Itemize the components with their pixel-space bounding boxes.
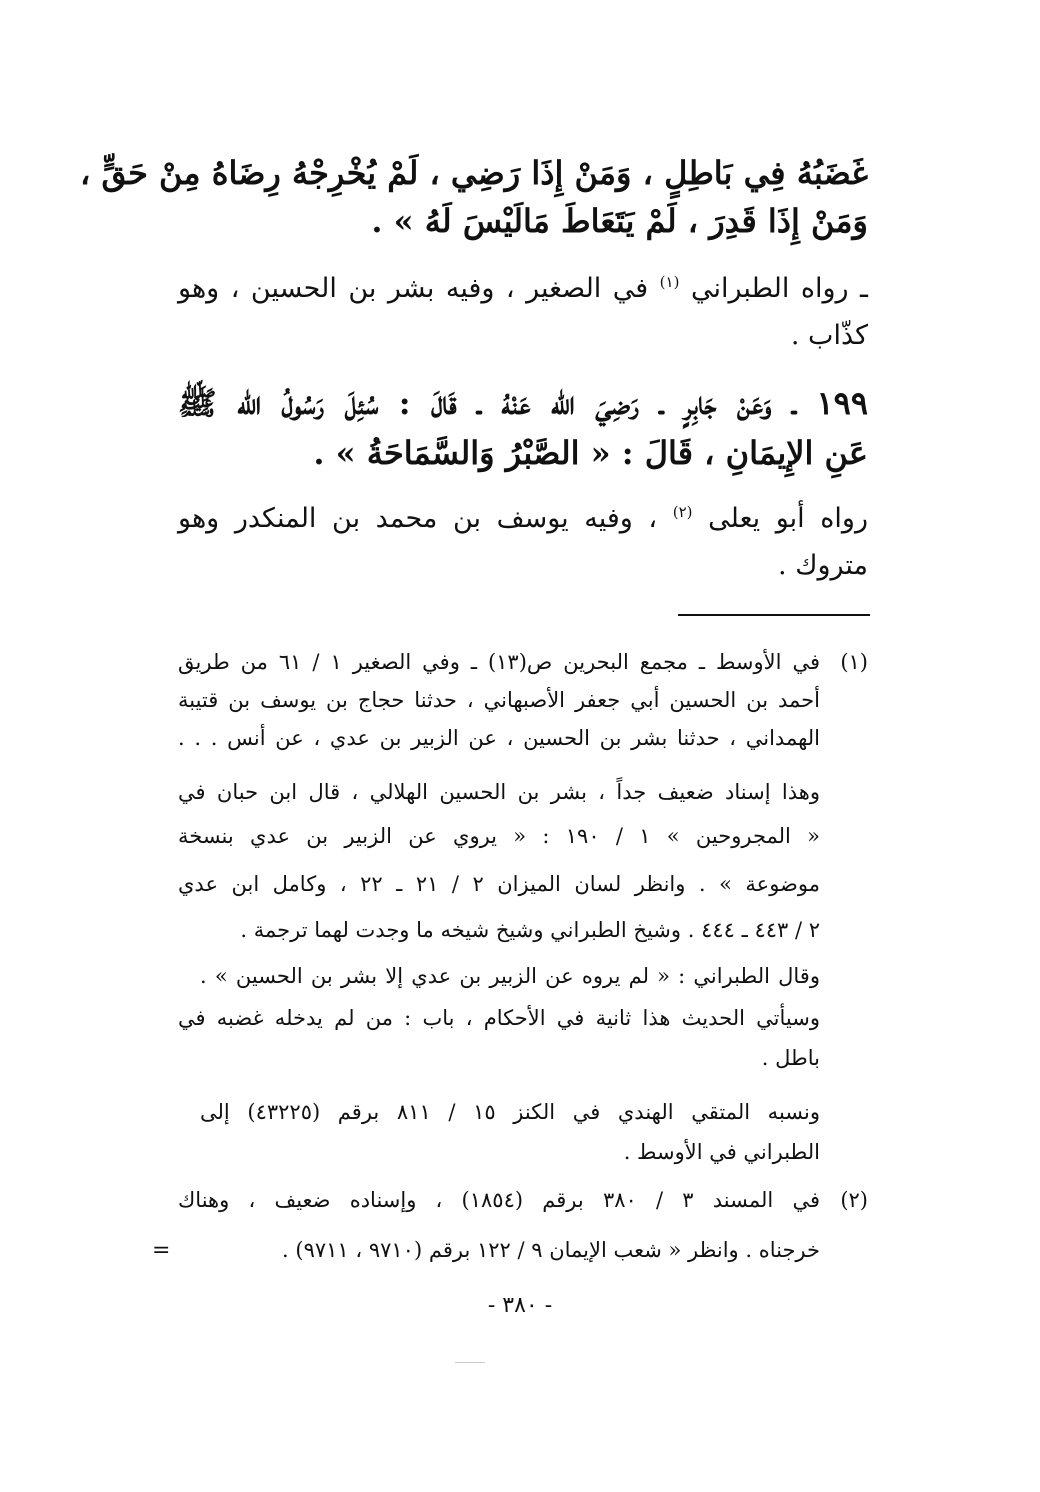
hadith-198-line-1: غَضَبُهُ فِي بَاطِلٍ ، وَمَنْ إِذَا رَضِي ، لَمْ يُخْرِجْهُ رِضَاهُ مِنْ حَقٍّ ، [79,154,868,192]
footnote-1-para2-line-1: وقال الطبراني : « لم يروه عن الزبير بن عدي إلا بشر بن الحسين » . [200,964,820,988]
footnote-1-number: (١) [840,650,868,674]
footnote-1-para3-line-2: الطبراني في الأوسط . [623,1140,820,1164]
footnote-1-line-3: الهمداني ، حدثنا بشر بن الحسين ، عن الزبير بن عدي ، عن أنس . . . [178,726,820,750]
hadith-198-line-2: وَمَنْ إِذَا قَدِرَ ، لَمْ يَتَعَاطَ مَالَيْسَ لَهُ » . [371,202,868,240]
continuation-mark: = [152,1238,171,1263]
footnote-divider [678,614,870,616]
footnote-1-line-2: أحمد بن الحسين أبي جعفر الأصبهاني ، حدثنا حجاج بن يوسف بن قتيبة [178,688,820,712]
hadith-199-line-1: ١٩٩ ـ وَعَنْ جَابِرٍ ـ رَضِيَ الله عَنْهُ ـ قَالَ : سُئِلَ رَسُولُ الله ﷺ [178,384,868,422]
footnote-1-line-5: « المجروحين » ١ / ١٩٠ : « يروي عن الزبير بن عدي بنسخة [178,824,820,848]
footnote-1-para2-line-3: باطل . [761,1046,820,1070]
footnote-2-line-1: في المسند ٣ / ٣٨٠ برقم (١٨٥٤) ، وإسناده ضعيف ، وهناك [178,1188,820,1212]
takhrij-198-text-b: في الصغير ، وفيه بشر بن الحسين ، وهو [178,273,649,304]
footnote-1-line-6: موضوعة » . وانظر لسان الميزان ٢ / ٢١ ـ ٢٢ ، وكامل ابن عدي [178,872,820,896]
hadith-199-line-2: عَنِ الإِيمَانِ ، قَالَ : « الصَّبْرُ وَالسَّمَاحَةُ » . [313,434,868,472]
takhrij-199-line-1 [178,490,868,541]
takhrij-198-line-2: كذّاب . [790,320,868,351]
page-number: - ٣٨٠ - [487,1293,553,1318]
footnote-2-line-2: خرجناه . وانظر « شعب الإيمان ٩ / ١٢٢ برقم (٩٧١٠ ، ٩٧١١) . [282,1238,820,1262]
takhrij-198-text-a: ـ رواه الطبراني [690,273,868,304]
takhrij-199-text-b: ، وفيه يوسف بن محمد بن المنكدر وهو [178,503,658,534]
footnote-ref-2: (٢) [672,503,693,521]
footnote-1-line-7: ٢ / ٤٤٣ ـ ٤٤٤ . وشيخ الطبراني وشيخ شيخه ما وجدت لهما ترجمة . [240,918,820,942]
footnote-1-line-1: في الأوسط ـ مجمع البحرين ص(١٣) ـ وفي الصغير ١ / ٦١ من طريق [178,650,820,674]
scan-mark [455,1362,485,1363]
footnote-1-para3-line-1: ونسبه المتقي الهندي في الكنز ١٥ / ٨١١ برقم (٤٣٢٢٥) إلى [200,1100,821,1124]
footnote-2-number: (٢) [840,1188,868,1212]
takhrij-199-text-a: رواه أبو يعلى [708,503,869,534]
footnote-1-line-4: وهذا إسناد ضعيف جداً ، بشر بن الحسين الهلالي ، قال ابن حبان في [178,780,820,804]
takhrij-198-line-1 [178,260,868,311]
footnote-1-para2-line-2: وسيأتي الحديث هذا ثانية في الأحكام ، باب : من لم يدخله غضبه في [178,1006,820,1030]
takhrij-199-line-2: متروك . [778,550,868,581]
footnote-ref-1: (١) [659,273,680,291]
